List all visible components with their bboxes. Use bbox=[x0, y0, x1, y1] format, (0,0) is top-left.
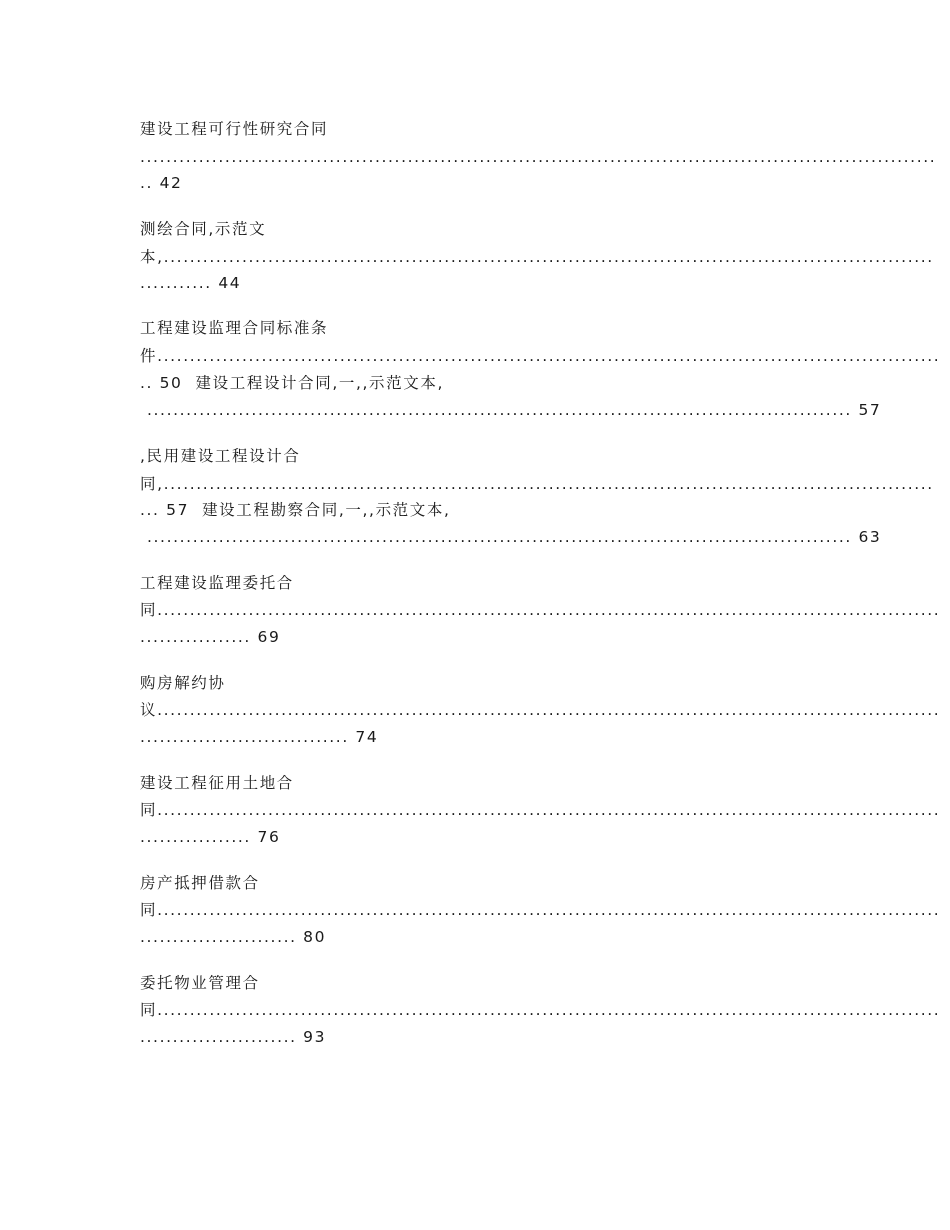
toc-leader-dots: 议........................................................................................................................ bbox=[140, 701, 941, 719]
toc-leader-dots: 本,...................................................................................................................... bbox=[140, 248, 934, 266]
toc-leader-dots: 同,...................................................................................................................... bbox=[140, 475, 934, 493]
toc-entry-title: 购房解约协 bbox=[140, 674, 226, 692]
toc-page-number: .. 42 bbox=[140, 174, 183, 192]
toc-leader-dots-page: ............................................................................................................ 63 bbox=[147, 528, 882, 546]
toc-page-number: ........................ 93 bbox=[140, 1028, 327, 1046]
toc-leader-dots: 同........................................................................................................................ bbox=[140, 901, 941, 919]
toc-page-number: ................................ 74 bbox=[140, 728, 379, 746]
toc-page-number: ........... 44 bbox=[140, 274, 242, 292]
toc-leader-dots: 同........................................................................................................................ bbox=[140, 801, 941, 819]
toc-leader-dots: 同........................................................................................................................ bbox=[140, 1001, 941, 1019]
toc-entry-title: 工程建设监理合同标准条 bbox=[140, 319, 329, 337]
toc-entry-title: 建设工程可行性研究合同 bbox=[140, 120, 329, 138]
toc-entry-title: 房产抵押借款合 bbox=[140, 874, 260, 892]
toc-entry-title: ,民用建设工程设计合 bbox=[140, 447, 301, 465]
toc-entry-title: 测绘合同,示范文 bbox=[140, 220, 267, 238]
toc-page-number: ........................ 80 bbox=[140, 928, 327, 946]
toc-entry-title: 建设工程征用土地合 bbox=[140, 774, 294, 792]
toc-page-number: ................. 76 bbox=[140, 828, 281, 846]
toc-leader-dots-page: ............................................................................................................ 57 bbox=[147, 401, 882, 419]
toc-entry-combined: .. 50 建设工程设计合同,一,,示范文本, bbox=[140, 374, 444, 392]
toc-leader-dots: 件........................................................................................................................ bbox=[140, 347, 941, 365]
toc-entry-title: 委托物业管理合 bbox=[140, 974, 260, 992]
toc-entry-title: 工程建设监理委托合 bbox=[140, 574, 294, 592]
toc-page-number: ................. 69 bbox=[140, 628, 281, 646]
toc-entry-combined: ... 57 建设工程勘察合同,一,,示范文本, bbox=[140, 501, 451, 519]
toc-leader-dots: .......................................................................................................................... bbox=[140, 148, 937, 166]
toc-leader-dots: 同........................................................................................................................ bbox=[140, 601, 941, 619]
